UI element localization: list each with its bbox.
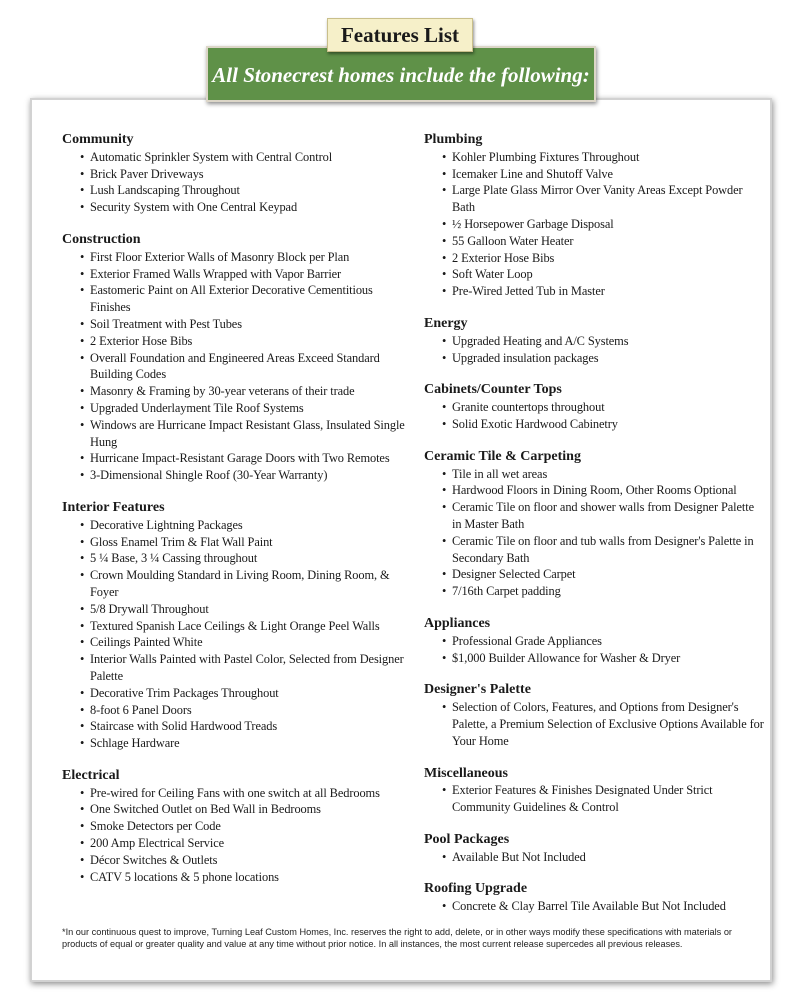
disclaimer-footnote: *In our continuous quest to improve, Turning Leaf Custom Homes, Inc. reserves the right to add, delete, or in other ways modify these specifications with materials or products of equal or greater quality and value at any time without prior notice. In all instances, the most current release supercedes all previous releases.: [62, 927, 732, 949]
feature-item: • Pre-Wired Jetted Tub in Master: [442, 283, 764, 300]
section-heading: Energy: [424, 315, 468, 331]
feature-list: [424, 333, 764, 367]
feature-item: • Large Plate Glass Mirror Over Vanity Areas Except Powder Bath: [442, 182, 764, 216]
section-heading: Cabinets/Counter Tops: [424, 382, 562, 398]
section-heading: Pool Packages: [424, 831, 510, 847]
feature-item: • Smoke Detectors per Code: [80, 818, 407, 835]
feature-item: • Upgraded insulation packages: [442, 350, 764, 367]
page-title: Features List: [327, 18, 473, 52]
feature-list: [424, 699, 764, 749]
feature-list: [424, 898, 764, 915]
section-construction: [62, 232, 407, 484]
feature-item: • First Floor Exterior Walls of Masonry Block per Plan: [80, 249, 407, 266]
feature-item: • Security System with One Central Keypad: [80, 199, 407, 216]
feature-item: • $1,000 Builder Allowance for Washer & Dryer: [442, 650, 764, 667]
feature-item: • Upgraded Underlayment Tile Roof Systems: [80, 400, 407, 417]
feature-item: • Ceramic Tile on floor and tub walls from Designer's Palette in Secondary Bath: [442, 533, 764, 567]
section-designer-s-palette: [424, 682, 764, 749]
feature-item: • Brick Paver Driveways: [80, 166, 407, 183]
feature-item: • Eastomeric Paint on All Exterior Decorative Cementitious Finishes: [80, 282, 407, 316]
feature-item: • Kohler Plumbing Fixtures Throughout: [442, 149, 764, 166]
section-heading: Roofing Upgrade: [424, 881, 528, 897]
feature-item: • Hurricane Impact-Resistant Garage Doors with Two Remotes: [80, 450, 407, 467]
section-heading: Miscellaneous: [424, 765, 508, 781]
feature-list: [62, 517, 407, 752]
feature-item: • Selection of Colors, Features, and Options from Designer's Palette, a Premium Selection of Exclusive Options Available for Your Home: [442, 699, 764, 749]
section-heading: Interior Features: [62, 499, 165, 515]
section-heading: Electrical: [62, 767, 120, 783]
feature-item: • Windows are Hurricane Impact Resistant Glass, Insulated Single Hung: [80, 417, 407, 451]
feature-item: • Exterior Framed Walls Wrapped with Vapor Barrier: [80, 266, 407, 283]
feature-item: • Soil Treatment with Pest Tubes: [80, 316, 407, 333]
feature-list: [424, 782, 764, 816]
feature-item: • Staircase with Solid Hardwood Treads: [80, 718, 407, 735]
feature-list: [62, 149, 407, 216]
feature-item: • Pre-wired for Ceiling Fans with one switch at all Bedrooms: [80, 785, 407, 802]
section-heading: Appliances: [424, 615, 491, 631]
section-heading: Ceramic Tile & Carpeting: [424, 448, 581, 464]
feature-item: • Automatic Sprinkler System with Central Control: [80, 149, 407, 166]
feature-item: • Masonry & Framing by 30-year veterans of their trade: [80, 383, 407, 400]
section-appliances: [424, 616, 764, 666]
feature-item: • Upgraded Heating and A/C Systems: [442, 333, 764, 350]
feature-item: • Interior Walls Painted with Pastel Color, Selected from Designer Palette: [80, 651, 407, 685]
feature-item: • CATV 5 locations & 5 phone locations: [80, 869, 407, 886]
section-heading: Plumbing: [424, 132, 483, 147]
section-heading: Construction: [62, 231, 141, 247]
feature-item: • Decorative Trim Packages Throughout: [80, 685, 407, 702]
feature-item: • 2 Exterior Hose Bibs: [80, 333, 407, 350]
section-energy: [424, 316, 764, 366]
feature-list: [62, 785, 407, 886]
feature-list: [424, 149, 764, 300]
feature-item: • Granite countertops throughout: [442, 399, 764, 416]
left-column: [62, 132, 407, 901]
feature-item: • Ceilings Painted White: [80, 634, 407, 651]
feature-list: [424, 399, 764, 433]
feature-list: [424, 849, 764, 866]
feature-item: • Gloss Enamel Trim & Flat Wall Paint: [80, 534, 407, 551]
feature-item: • Exterior Features & Finishes Designated Under Strict Community Guidelines & Control: [442, 782, 764, 816]
right-column: [424, 132, 764, 931]
section-interior-features: [62, 500, 407, 752]
feature-item: • 7/16th Carpet padding: [442, 583, 764, 600]
feature-item: • 2 Exterior Hose Bibs: [442, 250, 764, 267]
feature-item: • 5 ¼ Base, 3 ¼ Cassing throughout: [80, 550, 407, 567]
feature-item: • Textured Spanish Lace Ceilings & Light Orange Peel Walls: [80, 618, 407, 635]
section-pool-packages: [424, 832, 764, 866]
feature-item: • ½ Horsepower Garbage Disposal: [442, 216, 764, 233]
feature-item: • Ceramic Tile on floor and shower walls from Designer Palette in Master Bath: [442, 499, 764, 533]
section-heading: Community: [62, 132, 134, 147]
section-electrical: [62, 768, 407, 886]
feature-item: • One Switched Outlet on Bed Wall in Bedrooms: [80, 801, 407, 818]
section-cabinets-counter-tops: [424, 382, 764, 432]
feature-item: • Professional Grade Appliances: [442, 633, 764, 650]
section-miscellaneous: [424, 766, 764, 816]
feature-list: [424, 466, 764, 600]
feature-list: [62, 249, 407, 484]
feature-item: • 55 Galloon Water Heater: [442, 233, 764, 250]
feature-item: • 5/8 Drywall Throughout: [80, 601, 407, 618]
section-community: [62, 132, 407, 216]
feature-item: • Decorative Lightning Packages: [80, 517, 407, 534]
feature-item: • Tile in all wet areas: [442, 466, 764, 483]
feature-item: • 8-foot 6 Panel Doors: [80, 702, 407, 719]
section-heading: Designer's Palette: [424, 682, 531, 698]
feature-item: • Décor Switches & Outlets: [80, 852, 407, 869]
feature-item: • Lush Landscaping Throughout: [80, 182, 407, 199]
feature-item: • Overall Foundation and Engineered Areas Exceed Standard Building Codes: [80, 350, 407, 384]
feature-list: [424, 633, 764, 667]
feature-item: • Concrete & Clay Barrel Tile Available But Not Included: [442, 898, 764, 915]
section-roofing-upgrade: [424, 881, 764, 915]
feature-item: • Hardwood Floors in Dining Room, Other Rooms Optional: [442, 482, 764, 499]
features-panel: [30, 98, 772, 982]
feature-item: • Soft Water Loop: [442, 266, 764, 283]
section-plumbing: [424, 132, 764, 300]
feature-item: • Designer Selected Carpet: [442, 566, 764, 583]
feature-item: • Solid Exotic Hardwood Cabinetry: [442, 416, 764, 433]
subtitle-banner: All Stonecrest homes include the following:: [206, 46, 596, 102]
feature-item: • Icemaker Line and Shutoff Valve: [442, 166, 764, 183]
section-ceramic-tile-carpeting: [424, 449, 764, 600]
feature-item: • Schlage Hardware: [80, 735, 407, 752]
feature-item: • Available But Not Included: [442, 849, 764, 866]
feature-item: • Crown Moulding Standard in Living Room, Dining Room, & Foyer: [80, 567, 407, 601]
feature-item: • 200 Amp Electrical Service: [80, 835, 407, 852]
feature-item: • 3-Dimensional Shingle Roof (30-Year Warranty): [80, 467, 407, 484]
